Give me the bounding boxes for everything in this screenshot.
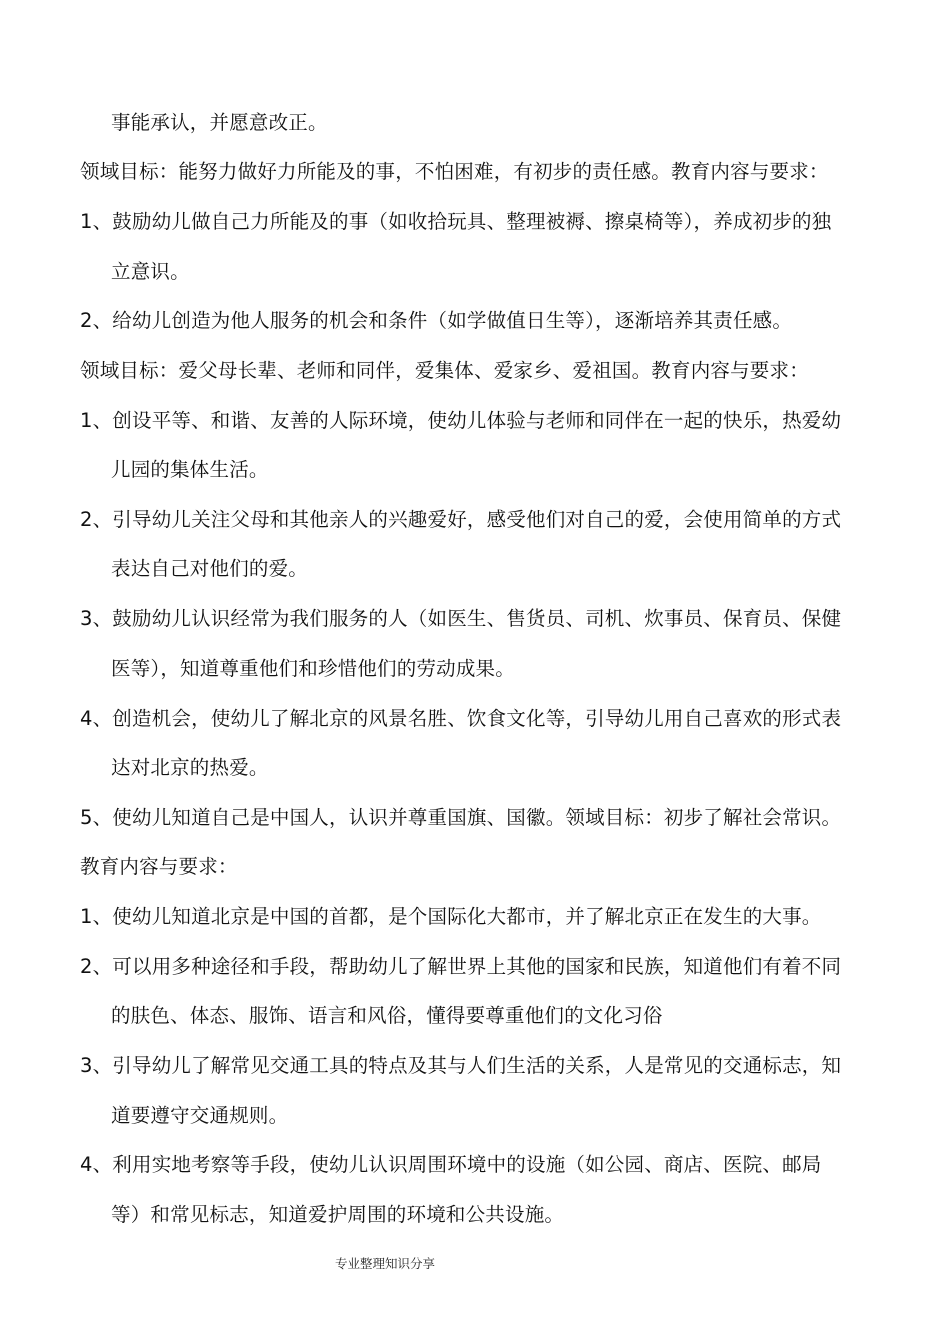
text-line: 表达自己对他们的爱。 [111,557,309,580]
text-line: 等）和常见标志，知道爱护周围的环境和公共设施。 [111,1203,565,1226]
text-line: 达对北京的热爱。 [111,756,269,779]
text-line: 事能承认，并愿意改正。 [111,111,328,134]
text-line: 的肤色、体态、服饰、语言和风俗，懂得要尊重他们的文化习俗 [111,1004,663,1027]
text-line: 5、使幼儿知道自己是中国人，认识并尊重国旗、国徽。领域目标：初步了解社会常识。 [80,806,842,829]
page-footer: 专业整理知识分享 [334,1256,435,1271]
text-line: 1、创设平等、和谐、友善的人际环境，使幼儿体验与老师和同伴在一起的快乐，热爱幼 [80,409,842,432]
text-line: 4、利用实地考察等手段，使幼儿认识周围环境中的设施（如公园、商店、医院、邮局 [80,1153,822,1176]
text-line: 2、引导幼儿关注父母和其他亲人的兴趣爱好，感受他们对自己的爱，会使用简单的方式 [80,508,842,531]
text-line: 4、创造机会，使幼儿了解北京的风景名胜、饮食文化等，引导幼儿用自己喜欢的形式表 [80,707,842,730]
text-line: 领域目标：爱父母长辈、老师和同伴，爱集体、爱家乡、爱祖国。教育内容与要求： [80,359,809,382]
text-line: 道要遵守交通规则。 [111,1104,289,1127]
text-line: 教育内容与要求： [80,855,238,878]
text-line: 2、可以用多种途径和手段，帮助幼儿了解世界上其他的国家和民族，知道他们有着不同 [80,955,842,978]
text-line: 儿园的集体生活。 [111,458,269,481]
text-line: 3、引导幼儿了解常见交通工具的特点及其与人们生活的关系，人是常见的交通标志，知 [80,1054,842,1077]
text-line: 立意识。 [111,260,190,283]
text-line: 3、鼓励幼儿认识经常为我们服务的人（如医生、售货员、司机、炊事员、保育员、保健 [80,607,842,630]
text-line: 领域目标：能努力做好力所能及的事，不怕困难，有初步的责任感。教育内容与要求： [80,160,829,183]
text-line: 1、使幼儿知道北京是中国的首都，是个国际化大都市，并了解北京正在发生的大事。 [80,905,822,928]
text-line: 1、鼓励幼儿做自己力所能及的事（如收拾玩具、整理被褥、擦桌椅等），养成初步的独 [80,210,832,233]
text-line: 医等），知道尊重他们和珍惜他们的劳动成果。 [111,657,515,680]
text-line: 2、给幼儿创造为他人服务的机会和条件（如学做值日生等），逐渐培养其责任感。 [80,309,793,332]
